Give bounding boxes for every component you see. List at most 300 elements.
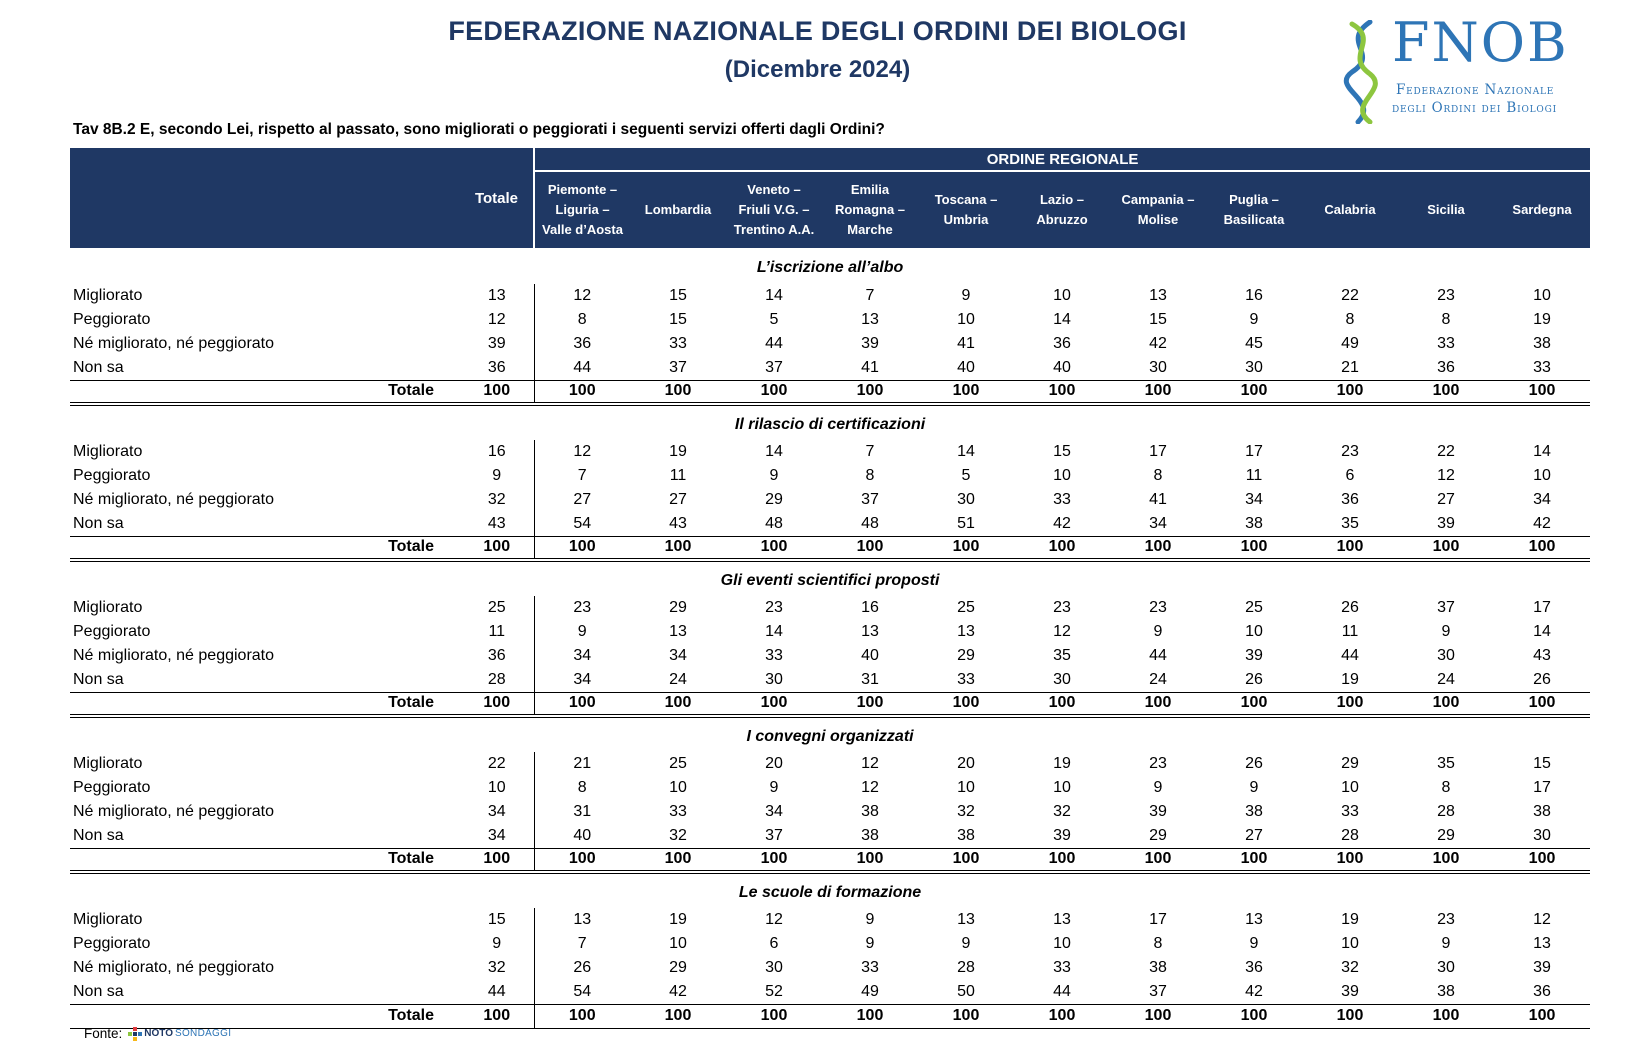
row-label: Migliorato bbox=[73, 287, 143, 304]
noto-mark-icon bbox=[128, 1027, 142, 1041]
cell-region: 35 bbox=[1053, 647, 1071, 664]
noto-brand-thin: SONDAGGI bbox=[175, 1028, 232, 1039]
cell-region: 42 bbox=[1245, 982, 1263, 1000]
total-cell: 100 bbox=[822, 692, 918, 716]
cell-region: 16 bbox=[861, 599, 879, 616]
row-label: Peggiorato bbox=[73, 623, 151, 640]
cell-region: 40 bbox=[861, 647, 879, 664]
cell-region: 30 bbox=[765, 959, 783, 976]
header-ordine-regionale: ORDINE REGIONALE bbox=[534, 148, 1590, 171]
cell-region: 12 bbox=[861, 755, 879, 772]
total-cell: 100 bbox=[1494, 380, 1590, 404]
total-cell: 100 bbox=[460, 380, 534, 404]
cell-region: 9 bbox=[1249, 779, 1259, 796]
cell-region: 38 bbox=[1437, 982, 1455, 1000]
header-region-line: Sicilia bbox=[1427, 202, 1465, 217]
total-cell: 100 bbox=[1110, 848, 1206, 872]
cell-region: 34 bbox=[1149, 514, 1167, 532]
cell-region: 10 bbox=[1053, 779, 1071, 796]
total-cell: 100 bbox=[630, 692, 726, 716]
cell-totale: 25 bbox=[487, 599, 506, 616]
cell-region: 15 bbox=[1149, 311, 1167, 328]
row-label: Né migliorato, né peggiorato bbox=[73, 959, 275, 976]
header-blank bbox=[70, 148, 460, 248]
cell-region: 33 bbox=[1053, 491, 1071, 508]
cell-region: 33 bbox=[1053, 959, 1071, 976]
cell-region: 27 bbox=[1437, 491, 1455, 508]
cell-region: 12 bbox=[1437, 467, 1455, 484]
page-subtitle: (Dicembre 2024) bbox=[724, 56, 911, 83]
cell-region: 52 bbox=[765, 982, 783, 1000]
header-region bbox=[1398, 171, 1494, 248]
cell-region: 26 bbox=[1533, 670, 1551, 688]
cell-region: 32 bbox=[957, 803, 975, 820]
cell-region: 7 bbox=[534, 464, 630, 488]
cell-region: 22 bbox=[1341, 287, 1359, 304]
cell-region: 10 bbox=[1053, 935, 1071, 952]
cell-region: 44 bbox=[765, 335, 783, 352]
total-cell: 100 bbox=[918, 380, 1014, 404]
header-region-line: Puglia – bbox=[1229, 192, 1279, 207]
cell-region: 10 bbox=[1533, 467, 1551, 484]
cell-region: 29 bbox=[957, 647, 975, 664]
row-label: Non sa bbox=[73, 826, 124, 844]
cell-region: 10 bbox=[1341, 935, 1359, 952]
cell-region: 10 bbox=[669, 779, 687, 796]
cell-region: 14 bbox=[765, 443, 783, 460]
table-row bbox=[70, 488, 1590, 512]
cell-region: 22 bbox=[1437, 443, 1455, 460]
total-cell: 100 bbox=[1206, 380, 1302, 404]
cell-region: 17 bbox=[1533, 779, 1551, 796]
cell-region: 26 bbox=[534, 956, 630, 980]
row-label: Peggiorato bbox=[73, 311, 151, 328]
section-header-row bbox=[70, 248, 1590, 284]
cell-region: 26 bbox=[1341, 599, 1359, 616]
cell-totale: 39 bbox=[487, 335, 506, 352]
cell-totale: 44 bbox=[487, 982, 506, 1000]
cell-region: 41 bbox=[1149, 491, 1167, 508]
total-row bbox=[70, 848, 1590, 872]
total-cell: 100 bbox=[1302, 692, 1398, 716]
table-row bbox=[70, 644, 1590, 668]
cell-region: 29 bbox=[1341, 755, 1359, 772]
table-row bbox=[70, 956, 1590, 980]
total-cell: 100 bbox=[460, 692, 534, 716]
cell-region: 34 bbox=[1245, 491, 1263, 508]
header-region bbox=[1206, 171, 1302, 248]
cell-region: 38 bbox=[957, 826, 975, 844]
cell-region: 36 bbox=[1341, 491, 1359, 508]
total-cell: 100 bbox=[534, 692, 630, 716]
total-label: Totale bbox=[70, 692, 460, 716]
cell-region: 6 bbox=[769, 935, 779, 952]
cell-region: 10 bbox=[957, 779, 975, 796]
cell-region: 9 bbox=[1441, 935, 1451, 952]
cell-region: 39 bbox=[1149, 803, 1167, 820]
cell-region: 8 bbox=[534, 308, 630, 332]
cell-region: 13 bbox=[534, 908, 630, 932]
cell-region: 28 bbox=[957, 959, 975, 976]
total-cell: 100 bbox=[1206, 536, 1302, 560]
total-cell: 100 bbox=[1494, 1004, 1590, 1028]
cell-totale: 28 bbox=[487, 670, 506, 688]
cell-region: 9 bbox=[961, 935, 971, 952]
cell-region: 9 bbox=[1153, 779, 1163, 796]
cell-region: 10 bbox=[1533, 287, 1551, 304]
cell-region: 38 bbox=[861, 803, 879, 820]
row-label: Migliorato bbox=[73, 443, 143, 460]
cell-region: 10 bbox=[1245, 623, 1263, 640]
header-region bbox=[1302, 171, 1398, 248]
total-cell: 100 bbox=[1110, 1004, 1206, 1028]
cell-region: 29 bbox=[1149, 826, 1167, 844]
header-region-line: Basilicata bbox=[1223, 212, 1285, 227]
row-label: Non sa bbox=[73, 982, 124, 1000]
table-row bbox=[70, 284, 1590, 308]
source-line bbox=[84, 1026, 231, 1041]
row-label: Peggiorato bbox=[73, 779, 151, 796]
cell-region: 37 bbox=[861, 491, 879, 508]
cell-region: 38 bbox=[1149, 959, 1167, 976]
cell-region: 31 bbox=[534, 800, 630, 824]
cell-region: 12 bbox=[1053, 623, 1071, 640]
cell-region: 23 bbox=[534, 596, 630, 620]
cell-region: 10 bbox=[1053, 467, 1071, 484]
cell-region: 17 bbox=[1149, 911, 1167, 928]
cell-region: 8 bbox=[865, 467, 875, 484]
cell-region: 14 bbox=[1533, 623, 1551, 640]
cell-region: 23 bbox=[1437, 911, 1455, 928]
header-region-line: Molise bbox=[1137, 212, 1179, 227]
cell-region: 38 bbox=[1245, 514, 1263, 532]
total-cell: 100 bbox=[1398, 848, 1494, 872]
cell-region: 9 bbox=[769, 779, 779, 796]
header-region bbox=[1494, 171, 1590, 248]
row-label: Peggiorato bbox=[73, 467, 151, 484]
section-title: Il rilascio di certificazioni bbox=[734, 416, 926, 433]
section-title: I convegni organizzati bbox=[746, 728, 914, 745]
cell-region: 20 bbox=[765, 755, 783, 772]
row-label: Peggiorato bbox=[73, 935, 151, 952]
cell-region: 49 bbox=[861, 982, 879, 1000]
cell-region: 15 bbox=[669, 287, 687, 304]
cell-region: 17 bbox=[1149, 443, 1167, 460]
cell-region: 30 bbox=[1533, 826, 1551, 844]
total-cell: 100 bbox=[460, 1004, 534, 1028]
total-cell: 100 bbox=[918, 848, 1014, 872]
cell-region: 29 bbox=[1437, 826, 1455, 844]
table-row bbox=[70, 308, 1590, 332]
cell-region: 9 bbox=[865, 935, 875, 952]
cell-region: 41 bbox=[861, 358, 879, 376]
table-row bbox=[70, 932, 1590, 956]
cell-region: 13 bbox=[669, 623, 687, 640]
cell-region: 11 bbox=[669, 467, 687, 484]
cell-region: 37 bbox=[765, 358, 783, 376]
header-region-line: Valle d’Aosta bbox=[542, 222, 623, 237]
cell-region: 40 bbox=[957, 358, 975, 376]
total-cell: 100 bbox=[534, 536, 630, 560]
total-cell: 100 bbox=[1110, 692, 1206, 716]
cell-region: 31 bbox=[861, 670, 879, 688]
cell-region: 24 bbox=[1149, 670, 1167, 688]
total-cell: 100 bbox=[1494, 536, 1590, 560]
cell-region: 12 bbox=[1533, 911, 1551, 928]
cell-totale: 36 bbox=[487, 358, 506, 376]
cell-region: 8 bbox=[1345, 311, 1355, 328]
cell-region: 54 bbox=[534, 512, 630, 536]
cell-region: 23 bbox=[1053, 599, 1071, 616]
cell-region: 6 bbox=[1345, 467, 1355, 484]
cell-region: 26 bbox=[1245, 755, 1263, 772]
table-row bbox=[70, 356, 1590, 380]
table-row bbox=[70, 908, 1590, 932]
table-row bbox=[70, 800, 1590, 824]
header-region bbox=[1014, 171, 1110, 248]
total-cell: 100 bbox=[534, 380, 630, 404]
total-cell: 100 bbox=[918, 1004, 1014, 1028]
cell-region: 19 bbox=[1053, 755, 1071, 772]
cell-region: 44 bbox=[1149, 647, 1167, 664]
cell-region: 33 bbox=[957, 670, 975, 688]
cell-region: 14 bbox=[765, 287, 783, 304]
cell-region: 38 bbox=[1533, 803, 1551, 820]
cell-region: 10 bbox=[1053, 287, 1071, 304]
cell-region: 36 bbox=[534, 332, 630, 356]
cell-region: 9 bbox=[1249, 935, 1259, 952]
total-row bbox=[70, 536, 1590, 560]
cell-region: 19 bbox=[1341, 670, 1359, 688]
table-row bbox=[70, 776, 1590, 800]
cell-region: 33 bbox=[669, 803, 687, 820]
cell-region: 33 bbox=[861, 959, 879, 976]
row-label: Migliorato bbox=[73, 911, 143, 928]
cell-region: 13 bbox=[1533, 935, 1551, 952]
row-label: Né migliorato, né peggiorato bbox=[73, 491, 275, 508]
header-region bbox=[630, 171, 726, 248]
total-row bbox=[70, 1004, 1590, 1028]
cell-region: 9 bbox=[1441, 623, 1451, 640]
table-row bbox=[70, 668, 1590, 692]
cell-region: 13 bbox=[957, 623, 975, 640]
cell-region: 19 bbox=[669, 911, 687, 928]
cell-region: 35 bbox=[1437, 755, 1455, 772]
cell-region: 50 bbox=[957, 982, 975, 1000]
cell-region: 36 bbox=[1053, 335, 1071, 352]
cell-region: 19 bbox=[1341, 911, 1359, 928]
cell-region: 54 bbox=[534, 980, 630, 1004]
cell-region: 33 bbox=[1341, 803, 1359, 820]
total-cell: 100 bbox=[1014, 1004, 1110, 1028]
cell-region: 19 bbox=[1533, 311, 1551, 328]
logo-line-2: degli Ordini dei Biologi bbox=[1392, 100, 1557, 116]
header-region bbox=[726, 171, 822, 248]
total-cell: 100 bbox=[1494, 692, 1590, 716]
cell-totale: 11 bbox=[488, 623, 506, 640]
cell-region: 40 bbox=[1053, 358, 1071, 376]
header-region-line: Veneto – bbox=[747, 182, 801, 197]
total-cell: 100 bbox=[1398, 692, 1494, 716]
cell-region: 14 bbox=[765, 623, 783, 640]
cell-region: 34 bbox=[765, 803, 783, 820]
total-label: Totale bbox=[70, 848, 460, 872]
cell-region: 7 bbox=[865, 287, 875, 304]
cell-region: 33 bbox=[1533, 358, 1551, 376]
cell-region: 8 bbox=[534, 776, 630, 800]
cell-region: 8 bbox=[1441, 779, 1451, 796]
total-cell: 100 bbox=[1206, 848, 1302, 872]
total-cell: 100 bbox=[1302, 848, 1398, 872]
header-region-line: Trentino A.A. bbox=[733, 222, 815, 237]
total-cell: 100 bbox=[630, 1004, 726, 1028]
cell-region: 33 bbox=[1437, 335, 1455, 352]
cell-region: 9 bbox=[769, 467, 779, 484]
logo-line-1: Federazione Nazionale bbox=[1396, 82, 1555, 98]
row-label: Migliorato bbox=[73, 599, 143, 616]
total-cell: 100 bbox=[726, 692, 822, 716]
cell-totale: 15 bbox=[487, 911, 506, 928]
total-cell: 100 bbox=[1014, 380, 1110, 404]
row-label: Non sa bbox=[73, 514, 124, 532]
cell-region: 34 bbox=[1533, 491, 1551, 508]
cell-region: 16 bbox=[1245, 287, 1263, 304]
cell-region: 10 bbox=[1341, 779, 1359, 796]
cell-region: 30 bbox=[1437, 647, 1455, 664]
total-cell: 100 bbox=[630, 380, 726, 404]
total-cell: 100 bbox=[1206, 1004, 1302, 1028]
cell-region: 12 bbox=[861, 779, 879, 796]
noto-brand-bold: NOTO bbox=[144, 1028, 173, 1039]
row-label: Non sa bbox=[73, 358, 124, 376]
total-cell: 100 bbox=[1494, 848, 1590, 872]
cell-region: 51 bbox=[957, 514, 975, 532]
cell-region: 23 bbox=[1341, 443, 1359, 460]
cell-region: 49 bbox=[1341, 335, 1359, 352]
cell-region: 25 bbox=[1245, 599, 1263, 616]
cell-region: 38 bbox=[861, 826, 879, 844]
cell-region: 7 bbox=[534, 932, 630, 956]
row-label: Né migliorato, né peggiorato bbox=[73, 803, 275, 820]
dna-helix-icon bbox=[1340, 20, 1386, 124]
cell-region: 29 bbox=[765, 491, 783, 508]
cell-region: 9 bbox=[534, 620, 630, 644]
cell-region: 37 bbox=[1437, 599, 1455, 616]
total-label: Totale bbox=[70, 1004, 460, 1028]
cell-totale: 9 bbox=[492, 935, 502, 952]
total-cell: 100 bbox=[1014, 536, 1110, 560]
header-region-line: Romagna – bbox=[834, 202, 906, 217]
row-label: Non sa bbox=[73, 670, 124, 688]
cell-region: 23 bbox=[1437, 287, 1455, 304]
cell-region: 45 bbox=[1245, 335, 1263, 352]
cell-region: 42 bbox=[1053, 514, 1071, 532]
header-totale: Totale bbox=[460, 148, 534, 248]
cell-totale: 43 bbox=[487, 514, 506, 532]
question-text: Tav 8B.2 E, secondo Lei, rispetto al passato, sono migliorati o peggiorati i seguenti servizi offerti dagli Ordini? bbox=[73, 121, 885, 138]
cell-region: 25 bbox=[669, 755, 687, 772]
cell-region: 42 bbox=[1533, 514, 1551, 532]
cell-region: 37 bbox=[765, 826, 783, 844]
cell-region: 36 bbox=[1437, 358, 1455, 376]
cell-region: 15 bbox=[1533, 755, 1551, 772]
table-row bbox=[70, 752, 1590, 776]
header-region-line: Sardegna bbox=[1512, 202, 1572, 217]
cell-region: 48 bbox=[765, 514, 783, 532]
header-region-line: Toscana – bbox=[934, 192, 998, 207]
section-header-row bbox=[70, 560, 1590, 596]
table-row bbox=[70, 980, 1590, 1004]
cell-region: 12 bbox=[534, 284, 630, 308]
total-cell: 100 bbox=[726, 536, 822, 560]
cell-region: 10 bbox=[957, 311, 975, 328]
cell-region: 8 bbox=[1153, 935, 1163, 952]
cell-totale: 32 bbox=[487, 491, 506, 508]
cell-region: 29 bbox=[669, 599, 687, 616]
cell-region: 33 bbox=[669, 335, 687, 352]
total-cell: 100 bbox=[1398, 380, 1494, 404]
row-label: Né migliorato, né peggiorato bbox=[73, 335, 275, 352]
total-label: Totale bbox=[70, 536, 460, 560]
cell-region: 13 bbox=[1245, 911, 1263, 928]
cell-totale: 34 bbox=[487, 803, 506, 820]
total-cell: 100 bbox=[726, 380, 822, 404]
cell-region: 39 bbox=[1341, 982, 1359, 1000]
total-cell: 100 bbox=[1110, 380, 1206, 404]
header-region bbox=[1110, 171, 1206, 248]
cell-region: 40 bbox=[534, 824, 630, 848]
total-cell: 100 bbox=[822, 380, 918, 404]
total-cell: 100 bbox=[918, 536, 1014, 560]
total-cell: 100 bbox=[460, 536, 534, 560]
cell-region: 44 bbox=[534, 356, 630, 380]
total-cell: 100 bbox=[726, 848, 822, 872]
cell-region: 19 bbox=[669, 443, 687, 460]
header-region-line: Umbria bbox=[943, 212, 989, 227]
total-row bbox=[70, 692, 1590, 716]
cell-region: 25 bbox=[957, 599, 975, 616]
cell-region: 36 bbox=[1245, 959, 1263, 976]
cell-region: 27 bbox=[534, 488, 630, 512]
cell-region: 32 bbox=[1053, 803, 1071, 820]
total-cell: 100 bbox=[1302, 380, 1398, 404]
cell-region: 32 bbox=[669, 826, 687, 844]
fnob-logo bbox=[1340, 11, 1580, 124]
cell-region: 32 bbox=[1341, 959, 1359, 976]
total-cell: 100 bbox=[822, 536, 918, 560]
cell-region: 26 bbox=[1245, 670, 1263, 688]
cell-region: 14 bbox=[1533, 443, 1551, 460]
cell-region: 14 bbox=[1053, 311, 1071, 328]
cell-totale: 36 bbox=[487, 647, 506, 664]
section-title: Gli eventi scientifici proposti bbox=[720, 572, 940, 589]
cell-region: 43 bbox=[1533, 647, 1551, 664]
cell-region: 35 bbox=[1341, 514, 1359, 532]
section-header-row bbox=[70, 716, 1590, 752]
cell-region: 27 bbox=[1245, 826, 1263, 844]
cell-totale: 16 bbox=[487, 443, 506, 460]
cell-region: 38 bbox=[1245, 803, 1263, 820]
row-label: Migliorato bbox=[73, 755, 143, 772]
cell-region: 10 bbox=[669, 935, 687, 952]
cell-region: 21 bbox=[1341, 358, 1359, 376]
cell-region: 30 bbox=[957, 491, 975, 508]
cell-region: 13 bbox=[861, 311, 879, 328]
source-label: Fonte: bbox=[84, 1026, 123, 1041]
cell-region: 9 bbox=[1249, 311, 1259, 328]
total-cell: 100 bbox=[630, 848, 726, 872]
logo-acronym: FNOB bbox=[1392, 11, 1569, 74]
